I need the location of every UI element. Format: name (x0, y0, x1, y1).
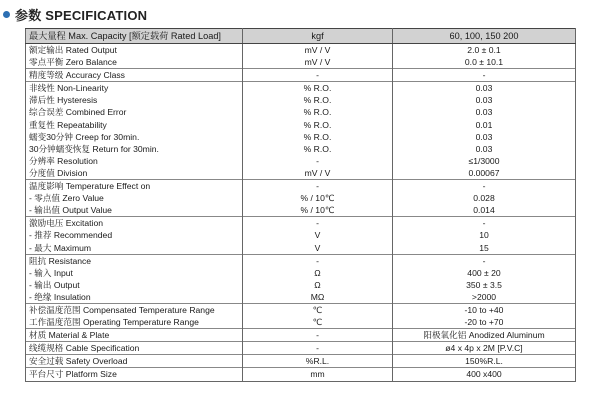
row-unit: V (243, 242, 393, 255)
row-name: 重复性 Repeatability (26, 119, 243, 131)
row-value: ø4 x 4p x 2M [P.V.C] (393, 342, 576, 355)
row-value: 0.03 (393, 94, 576, 106)
table-row (26, 167, 576, 180)
row-value: -10 to +40 (393, 303, 576, 316)
row-name: 激励电压 Excitation (26, 217, 243, 230)
table-row (26, 254, 576, 267)
table-row (26, 368, 576, 381)
table-row (26, 44, 576, 57)
row-name: 阻抗 Resistance (26, 254, 243, 267)
row-name: - 推荐 Recommended (26, 229, 243, 241)
row-value: 0.01 (393, 119, 576, 131)
table-row (26, 242, 576, 255)
table-row (26, 94, 576, 106)
row-name: 线缆规格 Cable Specification (26, 342, 243, 355)
row-unit: - (243, 342, 393, 355)
row-name: 滞后性 Hysteresis (26, 94, 243, 106)
row-unit: % R.O. (243, 131, 393, 143)
row-name: 温度影响 Temperature Effect on (26, 180, 243, 193)
table-row (26, 355, 576, 368)
row-unit: V (243, 229, 393, 241)
table-row (26, 82, 576, 95)
row-value: 0.03 (393, 82, 576, 95)
row-unit: % R.O. (243, 94, 393, 106)
row-value: 2.0 ± 0.1 (393, 44, 576, 57)
table-header-row (26, 29, 576, 44)
row-unit: % R.O. (243, 119, 393, 131)
row-name: 零点平衡 Zero Balance (26, 56, 243, 69)
row-name: - 最大 Maximum (26, 242, 243, 255)
row-value: 0.014 (393, 204, 576, 217)
header-name: 最大量程 Max. Capacity [额定载荷 Rated Load] (26, 29, 243, 44)
row-name: - 输入 Input (26, 267, 243, 279)
section-header (3, 4, 147, 24)
row-unit: % / 10℃ (243, 204, 393, 217)
table-row (26, 69, 576, 82)
header-unit: kgf (243, 29, 393, 44)
row-unit: ℃ (243, 316, 393, 329)
table-row (26, 106, 576, 118)
row-value: 0.03 (393, 131, 576, 143)
row-name: 精度等级 Accuracy Class (26, 69, 243, 82)
row-unit: - (243, 155, 393, 167)
row-unit: MΩ (243, 291, 393, 304)
row-unit: % / 10℃ (243, 192, 393, 204)
row-unit: Ω (243, 279, 393, 291)
row-name: - 零点值 Zero Value (26, 192, 243, 204)
table-row (26, 143, 576, 155)
row-value: 0.0 ± 10.1 (393, 56, 576, 69)
row-value: 阳极氧化铝 Anodized Aluminum (393, 329, 576, 342)
row-name: 平台尺寸 Platform Size (26, 368, 243, 381)
row-unit: mV / V (243, 167, 393, 180)
row-name: - 绝缘 Insulation (26, 291, 243, 304)
row-unit: - (243, 329, 393, 342)
row-name: 非线性 Non-Linearity (26, 82, 243, 95)
row-value: 400 ± 20 (393, 267, 576, 279)
row-value: 350 ± 3.5 (393, 279, 576, 291)
table-row (26, 342, 576, 355)
row-unit: % R.O. (243, 106, 393, 118)
bullet-icon (3, 11, 10, 18)
table-row (26, 180, 576, 193)
section-title: 参数 SPECIFICATION (15, 7, 148, 23)
row-name: 安全过载 Safety Overload (26, 355, 243, 368)
row-value: 15 (393, 242, 576, 255)
row-name: - 输出值 Output Value (26, 204, 243, 217)
row-name: 分度值 Division (26, 167, 243, 180)
row-unit: % R.O. (243, 82, 393, 95)
table-row (26, 204, 576, 217)
table-row (26, 303, 576, 316)
table-row (26, 279, 576, 291)
row-value: 150%R.L. (393, 355, 576, 368)
row-name: - 输出 Output (26, 279, 243, 291)
row-value: -20 to +70 (393, 316, 576, 329)
row-unit: % R.O. (243, 143, 393, 155)
row-unit: mV / V (243, 44, 393, 57)
table-row (26, 229, 576, 241)
row-value: >2000 (393, 291, 576, 304)
spec-table (25, 28, 576, 382)
row-unit: Ω (243, 267, 393, 279)
row-unit: mV / V (243, 56, 393, 69)
row-name: 30分钟蠕变恢复 Return for 30min. (26, 143, 243, 155)
row-unit: - (243, 254, 393, 267)
row-name: 分辨率 Resolution (26, 155, 243, 167)
row-unit: ℃ (243, 303, 393, 316)
table-row (26, 192, 576, 204)
table-row (26, 291, 576, 304)
row-unit: - (243, 217, 393, 230)
row-unit: - (243, 69, 393, 82)
row-name: 补偿温度范围 Compensated Temperature Range (26, 303, 243, 316)
row-name: 综合误差 Combined Error (26, 106, 243, 118)
table-row (26, 155, 576, 167)
table-row (26, 267, 576, 279)
row-value: - (393, 217, 576, 230)
row-name: 蠕变30分钟 Creep for 30min. (26, 131, 243, 143)
row-value: 10 (393, 229, 576, 241)
row-value: - (393, 69, 576, 82)
row-name: 额定输出 Rated Output (26, 44, 243, 57)
row-unit: - (243, 180, 393, 193)
row-unit: mm (243, 368, 393, 381)
row-value: - (393, 254, 576, 267)
table-row (26, 131, 576, 143)
table-row (26, 329, 576, 342)
row-value: 400 x400 (393, 368, 576, 381)
row-value: ≤1/3000 (393, 155, 576, 167)
table-row (26, 316, 576, 329)
row-name: 材质 Material & Plate (26, 329, 243, 342)
row-name: 工作温度范围 Operating Temperature Range (26, 316, 243, 329)
table-row (26, 119, 576, 131)
table-row (26, 56, 576, 69)
row-value: - (393, 180, 576, 193)
row-value: 0.028 (393, 192, 576, 204)
table-row (26, 217, 576, 230)
row-value: 0.03 (393, 143, 576, 155)
row-unit: %R.L. (243, 355, 393, 368)
row-value: 0.03 (393, 106, 576, 118)
row-value: 0.00067 (393, 167, 576, 180)
header-value: 60, 100, 150 200 (393, 29, 576, 44)
